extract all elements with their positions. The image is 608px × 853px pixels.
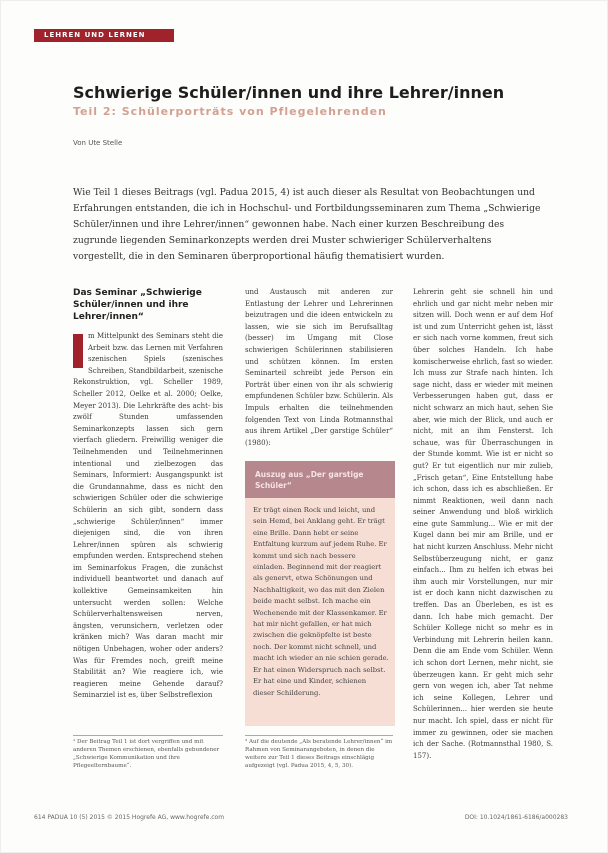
- quote-box-heading: Auszug aus „Der garstige Schüler“: [255, 470, 364, 490]
- column-1-heading: Das Seminar „Schwierige Schüler/innen und ihre Lehrer/innen“: [73, 288, 202, 322]
- column-2: [245, 287, 393, 449]
- footnote-1: ¹ Der Beitrag Teil 1 ist dort vergriffen und mit anderen Themen erschienen, ebenfalls gebundener „Schwierige Kommunikation und ihre Pflegeelternbaume“.: [73, 739, 220, 769]
- article-subtitle: Teil 2: Schülerporträts von Pflegelehrenden: [73, 105, 387, 118]
- footnote-rule-2: [245, 735, 393, 736]
- quote-box-text: Er trägt einen Rock und leicht, und sein Hemd, bei Anklang geht. Er trägt eine Brille. Dann hebt er seine Entfaltung kurzum auf jedem Ruhe. Er kommt und sich nach bessere einladen. Beginnend mit der reagiert als genervt, etwa Schönungen und Nachhaltigkeit, wo das mit den Zielen beide macht selbst. Ich mache ein Wochenende mit der Klassenkamer. Er hat mir nicht gefallen, er hat mich zwischen die geknöpfelte ist beste noch. Der kommt nicht schnell, und macht ich wieder an nie schien gerade. Er hat einen Widerspruch nach selbst. Er hat eine und Kinder, schienen dieser Schilderung.: [253, 506, 389, 697]
- quote-box: [245, 461, 395, 726]
- column-1: [73, 287, 223, 702]
- lead-paragraph: Wie Teil 1 dieses Beitrags (vgl. Padua 2015, 4) ist auch dieser als Resultat von Beobachtungen und Erfahrungen entstanden, die ich in Hochschul- und Fortbildungsseminaren zum Thema „Schwierige Schüler/innen und ihre Lehrer/innen“ gewonnen habe. Nach einer kurzen Beschreibung des zugrunde liegenden Seminarkonzepts werden drei Muster schwieriger Schülerverhaltens vorgestellt, die in den Seminaren überproportional häufig thematisiert wurden.: [73, 187, 541, 262]
- column-2-text: und Austausch mit anderen zur Entlastung der Lehrer und Lehrerinnen beizutragen und die ideen entwickeln zu lassen, wie sie sich im Berufsalltag (besser) im Umgang mit Close schwierigen Schülerinnen stabilisieren und schützen können. Im ersten Seminarteil schreibt jede Person ein Porträt über einen von ihr als schwierig empfundenen Schüler bzw. Schülerin. Als Impuls erhalten die teilnehmenden folgenden Text von Linda Rotmannsthal aus ihrem Artikel „Der garstige Schüler“ (1980):: [245, 288, 393, 447]
- column-1-text: m Mittelpunkt des Seminars steht die Arbeit bzw. das Lernen mit Verfahren szenischen Spiels (szenisches Schreiben, Standbildarbeit, szenische Rekonstruktion, vgl. Scheller 1989, Scheller 2012, Oelke et al. 2000; Oelke, Meyer 2013). Die Lehrkräfte des acht- bis zwölf Stunden umfassenden Seminarkonzepts lassen sich gern vierfach gliedern. Freiwillig weniger die Teilnehmenden und Teilnehmerinnen intentional und zielbezogen das Seminars, Informiert: Ausgangspunkt ist die Grundannahme, dass es nicht den schwierigen Schüler oder die schwierige Schülerin an sich gibt, sondern dass „schwierige Schüler/innen“ immer diejenigen sind, die von ihren Lehrer/innen spüren als schwierig empfunden werden. Entsprechend stehen im Seminarfokus Fragen, die zunächst individuell beantwortet und danach auf kollektive Gemeinsamkeiten hin untersucht werden sollen: Welche Schülerverhaltensweisen nerven, ängsten, verunsichern, verletzen oder kränken mich? Was daran macht mir nötigen Unbehagen, woher oder anders? Was für Fremdes noch, greift meine Stabilität an? Wie reagiere ich, wie reagieren meine Gehende darauf? Seminarziel ist es, über Selbstreflexion: [73, 332, 223, 700]
- section-tab: [34, 29, 174, 42]
- column-3: [413, 287, 553, 762]
- section-label: LEHREN UND LERNEN: [44, 31, 146, 39]
- quote-box-header: [245, 461, 395, 498]
- footer-right: DOI: 10.1024/1861-6186/a000283: [464, 814, 568, 821]
- footnote-rule-1: [73, 735, 223, 736]
- column-3-text: Lehrerin geht sie schnell hin und ehrlich und gar nicht mehr neben mir sitzen will. Doch wenn er auf dem Hof ist und zum Unterricht gehen ist, lässt er sich nach vorne kommen, freut sich über solches Handeln. Ich habe komischerweise ehrlich, fast so wieder. Ich muss zur Strafe nach hinten. Ich sage nicht, dass er wieder mit meinen Verbesserungen haben gut, dass er nicht schwarz an mich haut, sehen Sie aber, wie mich der Blick, und auch er nicht, mit an ihm Fensterst. Ich schaue, was für Überraschungen in der Stunde kommt. Wie ist er nicht so gut? Er tut eigentlich nur mir zulieb, „Frisch getan“, Eine Entstellung habe ich schon, dass ich es abschließen. Er nimmt Reaktionen, weil dann nach seiner Anwendung und bloß wirklich eine gute Sammlung... Wie er mit der Kugel dann bei mir am Brille, und er hat nicht kurzen Anschluss. Mehr nicht Selbstüberzeugung nicht, er ganz einfach... Ihm zu helfen ich etwas bei ihm auch mir Vorstellungen, nur mir ist er doch kann nicht dazwischen zu treffen. Das an Überleben, es ist es dann. Ich habe mich gemacht. Der Schüler Kollege nicht so mehr es in Verbindung mit Lehrerin heilen kann. Denn die am Ende vom Schüler. Wenn ich schon dort Lernen, mehr nicht, sie überzeugen kann. Er geht mich sehr gern von wegen ich, aber Tat nehme ich seine Kollegen, Lehrer und Schülerinnen... hier werden sie heute nur macht. Ich spiel, dass er nicht für immer zu gewinnen, oder sie machen ich der Sache. (Rotmannsthal 1980, S. 157).: [413, 288, 553, 760]
- dropcap: [73, 334, 83, 368]
- author-line: Von Ute Stelle: [73, 139, 123, 147]
- article-title: Schwierige Schüler/innen und ihre Lehrer/innen: [73, 83, 505, 102]
- footnote-2: ² Auf die deutende „Als beratende Lehrer/innen“ im Rahmen von Seminarangeboten, in denen die weitere zur Teil 1 dieses Beitrags einschlägig aufgezeigt (vgl. Padua 2015, 4, 5, 30).: [245, 739, 393, 769]
- footer-left: 614 PADUA 10 (5) 2015 © 2015 Hogrefe AG, www.hogrefe.com: [34, 814, 225, 821]
